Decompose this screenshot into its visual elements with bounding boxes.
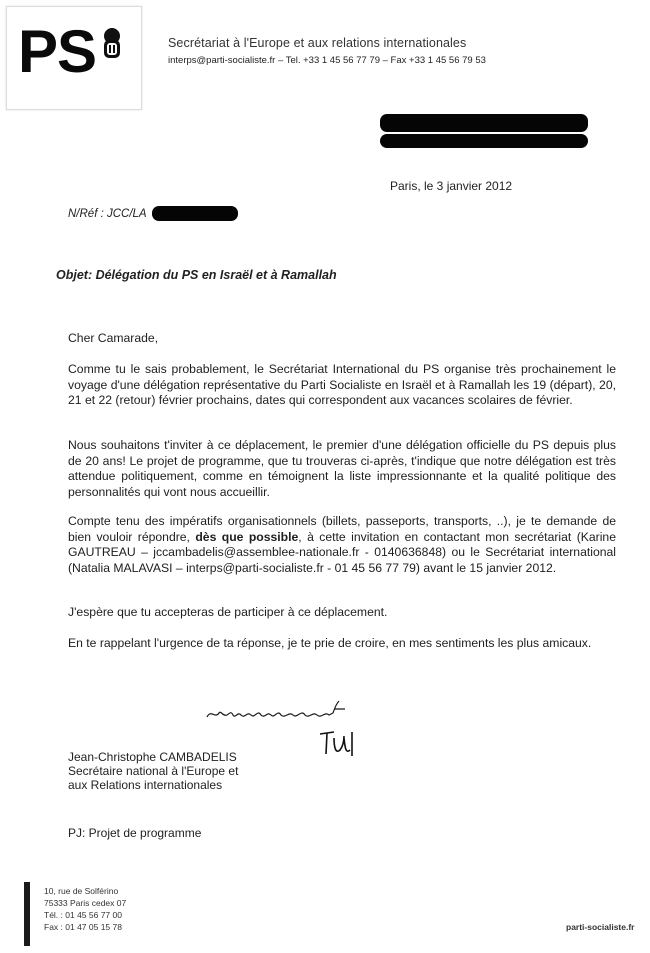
- letter-subject: Objet: Délégation du PS en Israël et à Ramallah: [56, 268, 337, 282]
- paragraph-1: Comme tu le sais probablement, le Secrétariat International du PS organise très prochainement le voyage d'une délégation représentative du Parti Socialiste en Israël et à Ramallah les 19 (départ), 20, 21 et 22 (retour) février prochains, dates qui correspondent aux vacances scolaires de février.: [68, 362, 616, 408]
- rose-fist-icon: [96, 26, 128, 62]
- paragraph-4: J'espère que tu accepteras de participer à ce déplacement.: [68, 605, 388, 619]
- footer-bar: [24, 882, 30, 946]
- redacted-recipient-line-1: [380, 114, 588, 132]
- reference-line: [68, 208, 147, 220]
- paragraph-2: Nous souhaitons t'inviter à ce déplacement, le premier d'une délégation officielle du PS depuis plus de 20 ans! Le projet de programme, que tu trouveras ci-après, t'indique que notre délégation est très attendue politiquement, comme en témoignent la liste impressionnante et la qualité politique des personnalités qui vont nous accueillir.: [68, 438, 616, 499]
- greeting: Cher Camarade,: [68, 331, 159, 345]
- signature-initials: [318, 728, 360, 760]
- handwritten-closing: [205, 697, 355, 725]
- paragraph-5: En te rappelant l'urgence de ta réponse, je te prie de croire, en mes sentiments les plus amicaux.: [68, 636, 592, 650]
- paragraph-3-start: Compte tenu des impératifs organisationnels (billets, passeports, transports, ..), je te demande de bien vouloir répondre,: [68, 514, 616, 544]
- footer-address-street: 10, rue de Solférino: [44, 886, 119, 896]
- attachment-note: PJ: Projet de programme: [68, 826, 202, 840]
- signer-title-line-1: Secrétaire national à l'Europe et: [68, 764, 239, 778]
- ps-logo-text: PS: [18, 18, 97, 85]
- footer-tel: Tél. : 01 45 56 77 00: [44, 910, 122, 920]
- department-contact: interps@parti-socialiste.fr – Tel. +33 1 45 56 77 79 – Fax +33 1 45 56 79 53: [168, 55, 486, 66]
- footer-address-city: 75333 Paris cedex 07: [44, 898, 127, 908]
- footer-website: parti-socialiste.fr: [566, 922, 635, 932]
- footer-fax: Fax : 01 47 05 15 78: [44, 922, 122, 932]
- redacted-recipient-line-2: [380, 134, 588, 148]
- signer-title-line-2: aux Relations internationales: [68, 778, 223, 792]
- reference-text: N/Réf : JCC/LA: [68, 208, 147, 220]
- paragraph-3-emphasis: dès que possible: [195, 529, 299, 544]
- paragraph-3: [68, 514, 616, 576]
- paragraph-3-end: , à cette invitation en contactant mon secrétariat (Karine GAUTREAU – jccambadelis@assemblee-nationale.fr - 0140636848) ou le Secrétariat international (Natalia MALAVASI – interps@parti-socialiste.fr - 01 45 56 77 79) avant le 15 janvier 2012.: [68, 529, 616, 575]
- letter-date: Paris, le 3 janvier 2012: [390, 179, 513, 193]
- department-title: Secrétariat à l'Europe et aux relations internationales: [168, 36, 467, 50]
- signer-name: Jean-Christophe CAMBADELIS: [68, 750, 237, 764]
- redacted-reference: [152, 206, 238, 221]
